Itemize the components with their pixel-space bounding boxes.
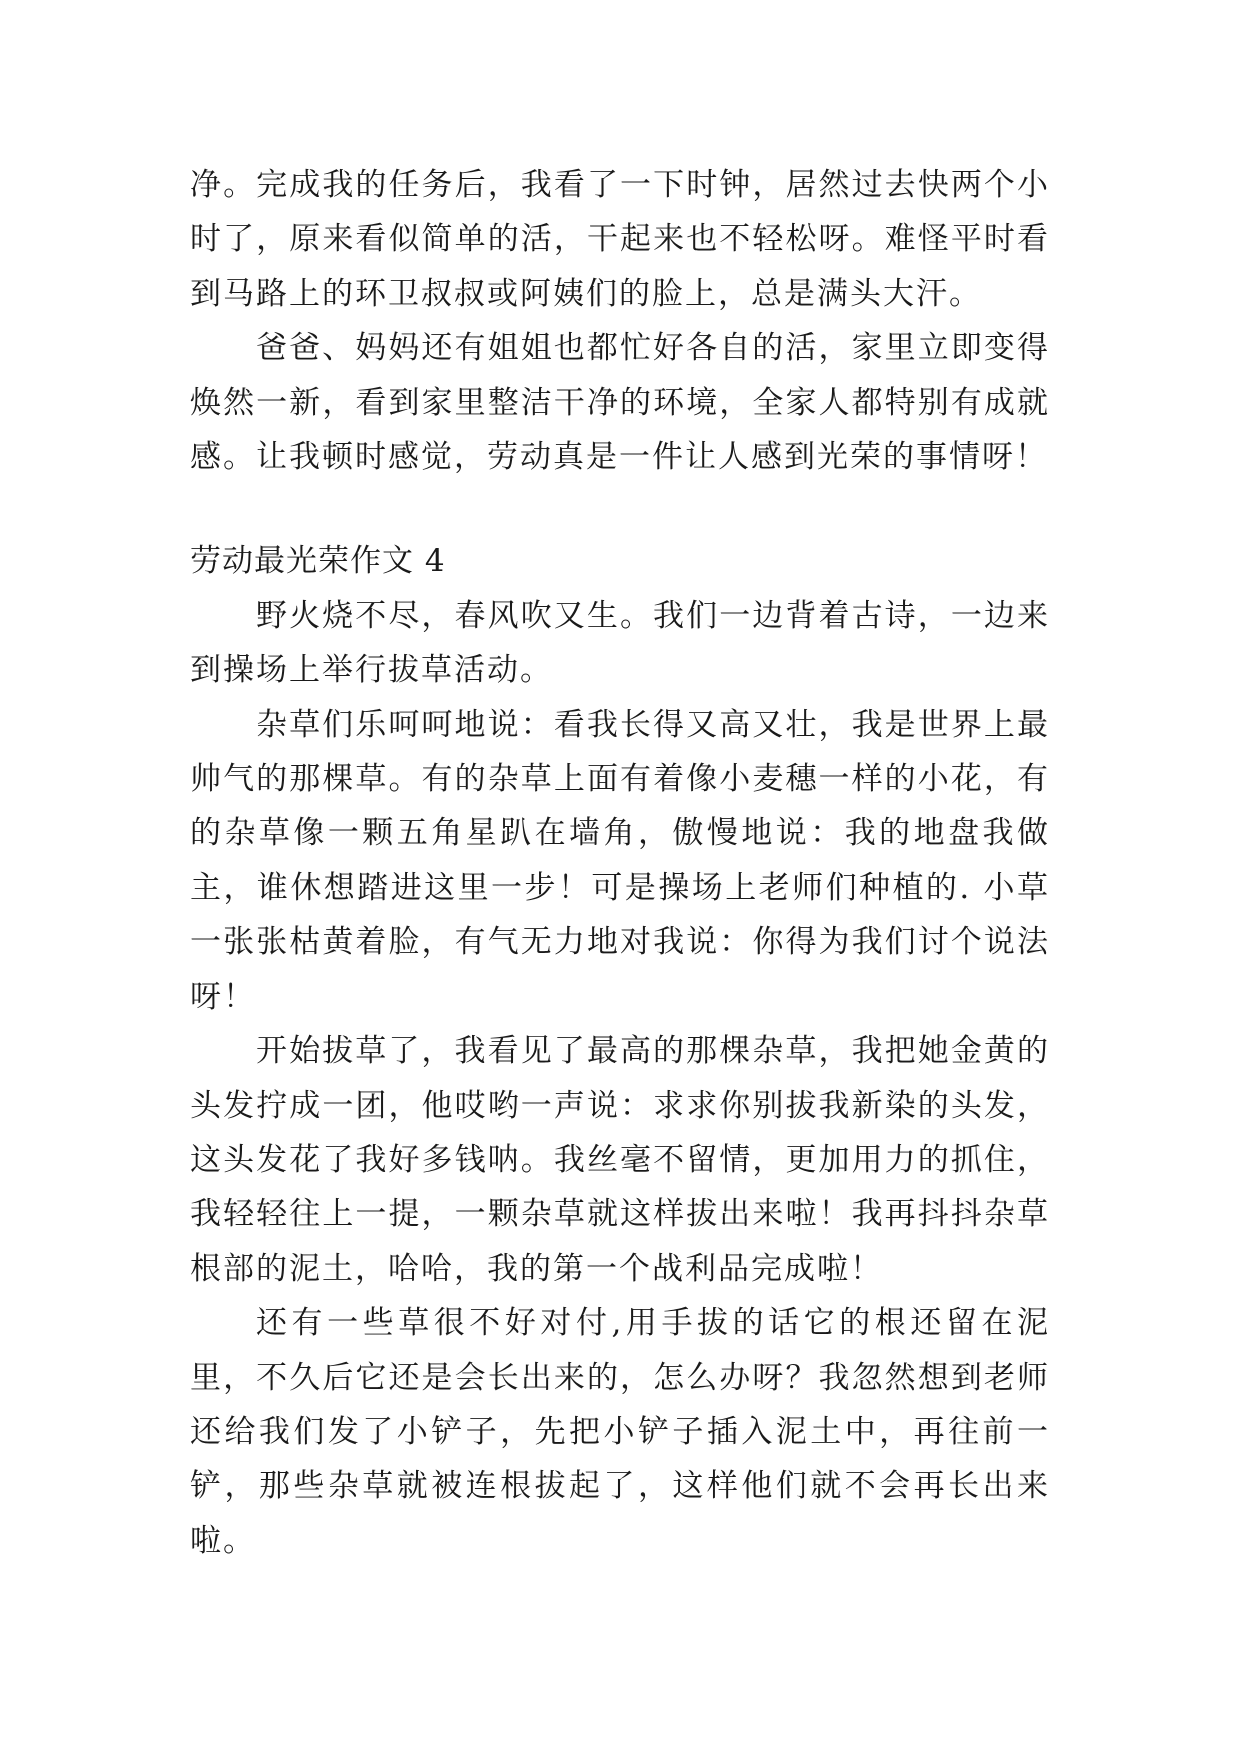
section-title: 劳动最光荣作文 4 (190, 543, 446, 580)
paragraph-shovel: 还有一些草很不好对付,用手拔的话它的根还留在泥里，不久后它还是会长出来的，怎么办呀？我忽然想到老师还给我们发了小铲子，先把小铲子插入泥土中，再往前一铲，那些杂草就被连根拔起了，这样他们就不会再长出来啦。 (190, 1305, 1050, 1559)
paragraph-continuation: 净。完成我的任务后，我看了一下时钟，居然过去快两个小时了，原来看似简单的活，干起来也不轻松呀。难怪平时看到马路上的环卫叔叔或阿姨们的脸上，总是满头大汗。 (190, 167, 1050, 312)
paragraph-intro: 野火烧不尽，春风吹又生。我们一边背着古诗，一边来到操场上举行拔草活动。 (190, 597, 1050, 689)
document-body (190, 158, 1050, 1568)
paragraph-pulling-weeds: 开始拔草了，我看见了最高的那棵杂草，我把她金黄的头发拧成一团，他哎哟一声说：求求你别拔我新染的头发，这头发花了我好多钱呐。我丝毫不留情，更加用力的抓住，我轻轻往上一提，一颗杂草就这样拔出来啦！我再抖抖杂草根部的泥土，哈哈，我的第一个战利品完成啦！ (190, 1033, 1050, 1287)
paragraph-family-chores: 爸爸、妈妈还有姐姐也都忙好各自的活，家里立即变得焕然一新，看到家里整洁干净的环境，全家人都特别有成就感。让我顿时感觉，劳动真是一件让人感到光荣的事情呀！ (190, 330, 1050, 476)
paragraph-weeds-talk: 杂草们乐呵呵地说：看我长得又高又壮，我是世界上最帅气的那棵草。有的杂草上面有着像小麦穗一样的小花，有的杂草像一颗五角星趴在墙角，傲慢地说：我的地盘我做主，谁休想踏进这里一步！可是操场上老师们种植的. 小草一张张枯黄着脸，有气无力地对我说：你得为我们讨个说法呀！ (190, 706, 1050, 1015)
